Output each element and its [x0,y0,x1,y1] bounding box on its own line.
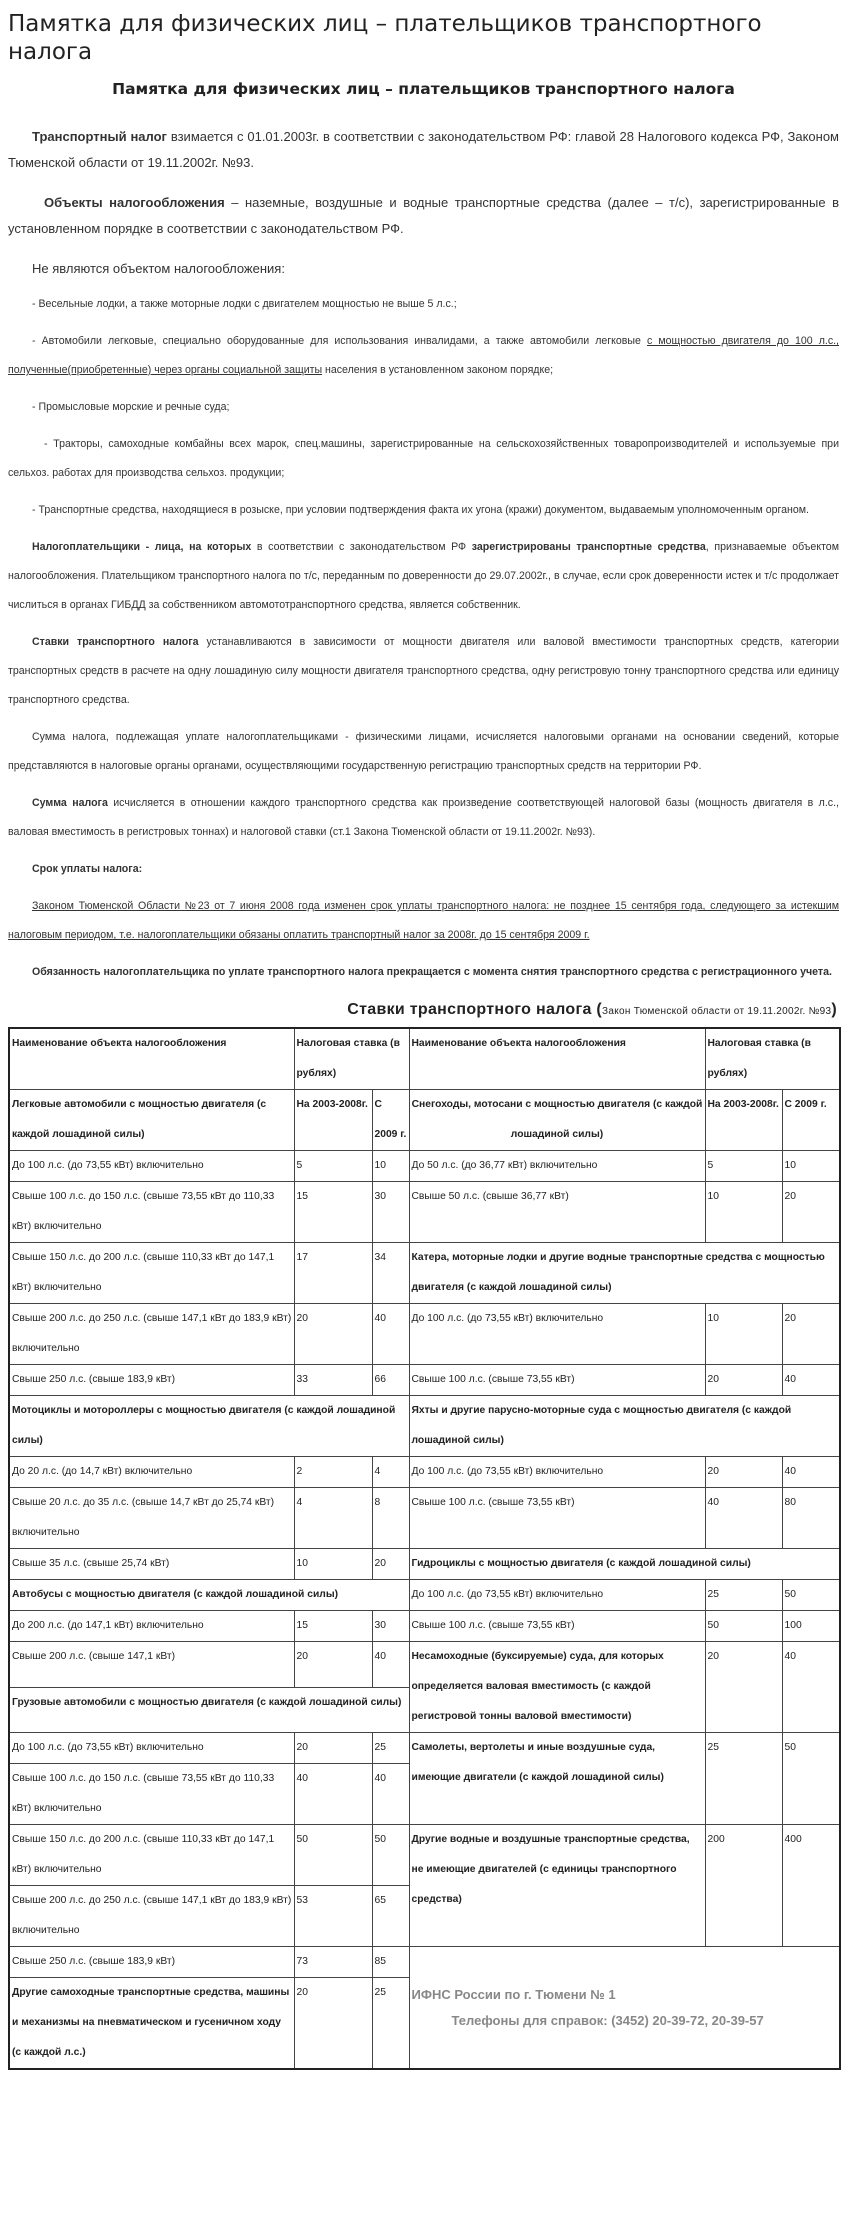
category-header: Автобусы с мощностью двигателя (с каждой лошадиной силы) [9,1580,409,1611]
footer-org: ИФНС России по г. Тюмени № 1 [411,1986,616,2002]
table-row: Свыше 250 л.с. (свыше 183,9 кВт) 33 66 Свыше 100 л.с. (свыше 73,55 кВт) 20 40 [9,1365,840,1396]
table-row: Свыше 35 л.с. (свыше 25,74 кВт) 10 20 Гидроциклы с мощностью двигателя (с каждой лошадиной силы) [9,1549,840,1580]
not-objects-heading: Не являются объектом налогообложения: [32,261,285,276]
document-title: Памятка для физических лиц – плательщиков транспортного налога [112,80,735,98]
category-header: Гидроциклы с мощностью двигателя (с каждой лошадиной силы) [409,1549,840,1580]
header-rate: Налоговая ставка (в рублях) [294,1028,409,1090]
footer-phones: Телефоны для справок: (3452) 20-39-72, 20-39-57 [451,2012,764,2028]
rates-table-title: Ставки транспортного налога [347,1001,592,1018]
intro-text: взимается с 01.01.2003г. в соответствии с законодательством РФ: главой 28 Налогового кодекса РФ, Законом Тюменской области от 19.11.2002г. №93. [8,129,839,170]
table-row: Свыше 150 л.с. до 200 л.с. (свыше 110,33 кВт до 147,1 кВт) включительно 17 34 Катера, моторные лодки и другие водные транспортные средства с мощностью двигателя (с каждой лошадиной силы) [9,1243,840,1304]
not-object-item: - Транспортные средства, находящиеся в розыске, при условии подтверждения факта их угона (кражи) документом, выдаваемым уполномоченным органом. [32,504,809,516]
rates-table-source: Закон Тюменской области от 19.11.2002г. №93 [602,1006,832,1017]
table-row: До 100 л.с. (до 73,55 кВт) включительно 20 25 Самолеты, вертолеты и иные воздушные суда, имеющие двигатели (с каждой лошадиной силы) 25 50 [9,1733,840,1764]
table-row: Свыше 100 л.с. до 150 л.с. (свыше 73,55 кВт до 110,33 кВт) включительно 15 30 Свыше 50 л.с. (свыше 36,77 кВт) 10 20 [9,1182,840,1243]
deadline-heading: Срок уплаты налога: [32,863,143,875]
table-row: Другие самоходные транспортные средства, машины и механизмы на пневматическом и гусеничном ходу (с каждой л.с.) 20 25 [9,1978,840,2070]
rates-table [8,1027,841,2070]
table-row: Свыше 20 л.с. до 35 л.с. (свыше 14,7 кВт до 25,74 кВт) включительно 4 8 Свыше 100 л.с. (свыше 73,55 кВт) 40 80 [9,1488,840,1549]
sum-paragraph: Сумма налога, подлежащая уплате налогоплательщиками - физическими лицами, исчисляется налоговыми органами на основании сведений, которые представляются в налоговые органы органами, осуществляющими государственную регистрацию транспортных средств на территории РФ. [8,731,839,772]
header-object-name: Наименование объекта налогообложения [9,1028,294,1090]
calc-paragraph: Сумма налога исчисляется в отношении каждого транспортного средства как произведение соответствующей налоговой базы (мощность двигателя в л.с., валовая вместимость в регистровых тоннах) и налоговой ставки (ст.1 Закона Тюменской области от 19.11.2002г. №93). [8,797,839,838]
table-row: До 20 л.с. (до 14,7 кВт) включительно 2 4 До 100 л.с. (до 73,55 кВт) включительно 20 40 [9,1457,840,1488]
header-rate: Налоговая ставка (в рублях) [705,1028,840,1090]
category-header: Легковые автомобили с мощностью двигателя (с каждой лошадиной силы) [9,1090,294,1151]
category-header: Мотоциклы и мотороллеры с мощностью двигателя (с каждой лошадиной силы) [9,1396,409,1457]
period-header: С 2009 г. [372,1090,409,1151]
table-row: До 200 л.с. (до 147,1 кВт) включительно 15 30 Свыше 100 л.с. (свыше 73,55 кВт) 50 100 [9,1611,840,1642]
category-header: Другие водные и воздушные транспортные средства, не имеющие двигателей (с единицы транспортного средства) [409,1825,705,1947]
category-header: Самолеты, вертолеты и иные воздушные суда, имеющие двигатели (с каждой лошадиной силы) [409,1733,705,1825]
table-row: Автобусы с мощностью двигателя (с каждой лошадиной силы) До 100 л.с. (до 73,55 кВт) включительно 25 50 [9,1580,840,1611]
obligation-paragraph: Обязанность налогоплательщика по уплате транспортного налога прекращается с момента снятия транспортного средства с регистрационного учета. [32,966,832,978]
category-header: Катера, моторные лодки и другие водные транспортные средства с мощностью двигателя (с каждой лошадиной силы) [409,1243,840,1304]
rates-table-heading: Ставки транспортного налога (Закон Тюменской области от 19.11.2002г. №93) [347,1001,837,1018]
objects-text: – наземные, воздушные и водные транспортные средства (далее – т/с), зарегистрированные в установленном порядке в соответствии с законодательством РФ. [8,195,839,236]
table-row: Свыше 200 л.с. до 250 л.с. (свыше 147,1 кВт до 183,9 кВт) включительно 20 40 До 100 л.с. (до 73,55 кВт) включительно 10 20 [9,1304,840,1365]
period-header: На 2003-2008г. [294,1090,372,1151]
header-object-name: Наименование объекта налогообложения [409,1028,705,1090]
payers-paragraph: Налогоплательщики - лица, на которых в соответствии с законодательством РФ зарегистрированы транспортные средства, признаваемые объектом налогообложения. Плательщиком транспортного налога по т/с, переданным по доверенности до 29.07.2002г., в случае, если срок доверенности истек и т/с продолжает числиться в органах ГИБДД за собственником автомототранспортного средства, является собственник. [8,541,839,611]
not-object-item: - Промысловые морские и речные суда; [32,401,230,413]
table-row [9,1396,840,1457]
category-header: Снегоходы, мотосани с мощностью двигателя (с каждой лошадиной силы) [409,1090,705,1151]
table-row: Свыше 200 л.с. до 250 л.с. (свыше 147,1 кВт до 183,9 кВт) включительно 53 65 [9,1886,840,1947]
table-row: Свыше 200 л.с. (свыше 147,1 кВт) 20 40 Несамоходные (буксируемые) суда, для которых определяется валовая вместимость (с каждой регистровой тонны валовой вместимости) 20 40 [9,1642,840,1688]
table-row: Свыше 100 л.с. до 150 л.с. (свыше 73,55 кВт до 110,33 кВт) включительно 40 40 [9,1764,840,1825]
intro-bold: Транспортный налог [32,129,167,144]
footer-contacts [409,1947,840,2070]
period-header: С 2009 г. [782,1090,840,1151]
category-header: Яхты и другие парусно-моторные суда с мощностью двигателя (с каждой лошадиной силы) [409,1396,840,1457]
table-header-row [9,1028,840,1090]
objects-bold: Объекты налогообложения [44,195,225,210]
category-header: Грузовые автомобили с мощностью двигателя (с каждой лошадиной силы) [9,1687,409,1733]
table-row: Свыше 250 л.с. (свыше 183,9 кВт) 73 85 ИФНС России по г. Тюмени № 1 Телефоны для справок: (3452) 20-39-72, 20-39-57 [9,1947,840,1978]
deadline-text: Законом Тюменской Области №23 от 7 июня 2008 года изменен срок уплаты транспортного налога: не позднее 15 сентября года, следующего за истекшим налоговым периодом, т.е. налогоплательщики обязаны оплатить транспортный налог за 2008г. до 15 сентября 2009 г. [8,900,839,941]
objects-paragraph [8,190,839,242]
table-row: Свыше 150 л.с. до 200 л.с. (свыше 110,33 кВт до 147,1 кВт) включительно 50 50 Другие водные и воздушные транспортные средства, не имеющие двигателей (с единицы транспортного средства) 200 400 [9,1825,840,1886]
table-row: До 100 л.с. (до 73,55 кВт) включительно 5 10 До 50 л.с. (до 36,77 кВт) включительно 5 10 [9,1151,840,1182]
not-object-item: - Весельные лодки, а также моторные лодки с двигателем мощностью не выше 5 л.с.; [32,298,457,310]
intro-paragraph [8,124,839,176]
period-header: На 2003-2008г. [705,1090,782,1151]
rates-paragraph: Ставки транспортного налога устанавливаются в зависимости от мощности двигателя или валовой вместимости транспортных средств, категории транспортных средств в расчете на одну лошадиную силу мощности двигателя транспортного средства, одну регистровую тонну транспортного средства или единицу транспортного средства. [8,636,839,706]
category-header: Несамоходные (буксируемые) суда, для которых определяется валовая вместимость (с каждой регистровой тонны валовой вместимости) [409,1642,705,1733]
window-title: Памятка для физических лиц – плательщиков транспортного налога [8,11,762,65]
category-header: Другие самоходные транспортные средства, машины и механизмы на пневматическом и гусеничном ходу (с каждой л.с.) [9,1978,294,2070]
not-object-item: - Автомобили легковые, специально оборудованные для использования инвалидами, а также автомобили легковые с мощностью двигателя до 100 л.с., полученные(приобретенные) через органы социальной защиты населения в установленном законом порядке; [8,335,840,376]
table-row [9,1090,840,1151]
not-object-item: - Тракторы, самоходные комбайны всех марок, спец.машины, зарегистрированные на сельскохозяйственных товаропроизводителей и используемые при сельхоз. работах для производства сельхоз. продукции; [8,438,839,479]
